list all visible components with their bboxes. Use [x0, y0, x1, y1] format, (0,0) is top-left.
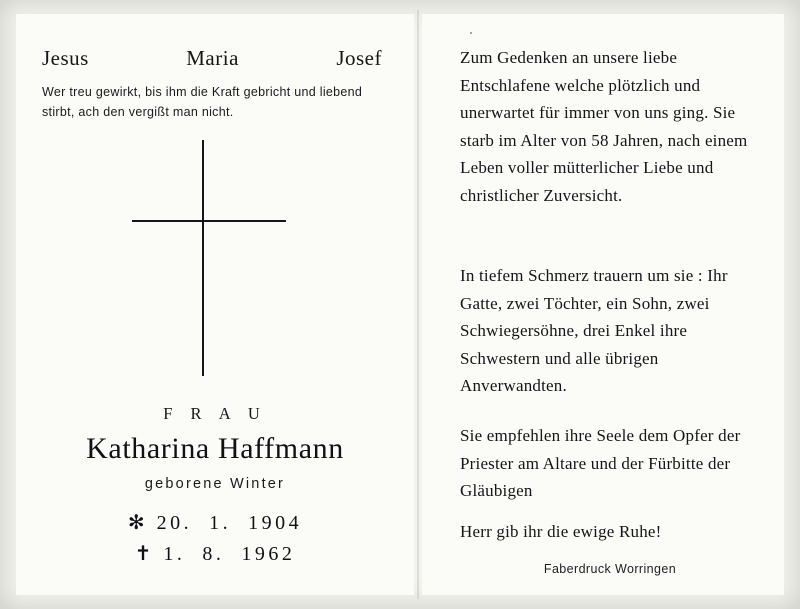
honorific-title: F R A U	[163, 404, 267, 423]
latin-cross-icon	[116, 140, 296, 376]
deceased-name: Katharina Haffmann	[86, 432, 344, 465]
printer-imprint: Faberdruck Worringen	[543, 562, 677, 576]
invocation-jesus: Jesus	[42, 46, 89, 70]
invocation-maria: Maria	[186, 46, 239, 70]
birth-date: ✻ 20. 1. 1904	[127, 512, 303, 534]
memorial-paragraph-3: Sie empfehlen ihre Seele dem Opfer der Priester am Altare und der Fürbitte der Gläubigen	[460, 426, 741, 501]
memorial-paragraph-2: In tiefem Schmerz trauern um sie : Ihr Gatte, zwei Töchter, ein Sohn, zwei Schwiegersöhne, drei Enkel ihre Schwestern und alle übrigen Anverwandten.	[460, 266, 728, 396]
paper-speck	[470, 32, 472, 34]
card-right-page	[422, 14, 784, 595]
maiden-name: geborene Winter	[144, 476, 286, 492]
card-left-page	[16, 14, 414, 595]
invocation-line	[42, 46, 382, 71]
memorial-paragraph-1: Zum Gedenken an unsere liebe Entschlafene welche plötzlich und unerwartet für immer von uns ging. Sie starb im Alter von 58 Jahren, nach einem Leben voller mütterlicher Liebe und christlicher Zuversicht.	[460, 48, 748, 205]
card-fold-line	[417, 10, 419, 599]
memorial-paragraph-4: Herr gib ihr die ewige Ruhe!	[460, 522, 662, 541]
death-date: ✝ 1. 8. 1962	[134, 543, 296, 565]
life-dates	[16, 510, 414, 572]
motto-text: Wer treu gewirkt, bis ihm die Kraft gebricht und liebend stirbt, ach den vergißt man nicht.	[42, 85, 363, 120]
invocation-josef: Josef	[336, 46, 382, 70]
